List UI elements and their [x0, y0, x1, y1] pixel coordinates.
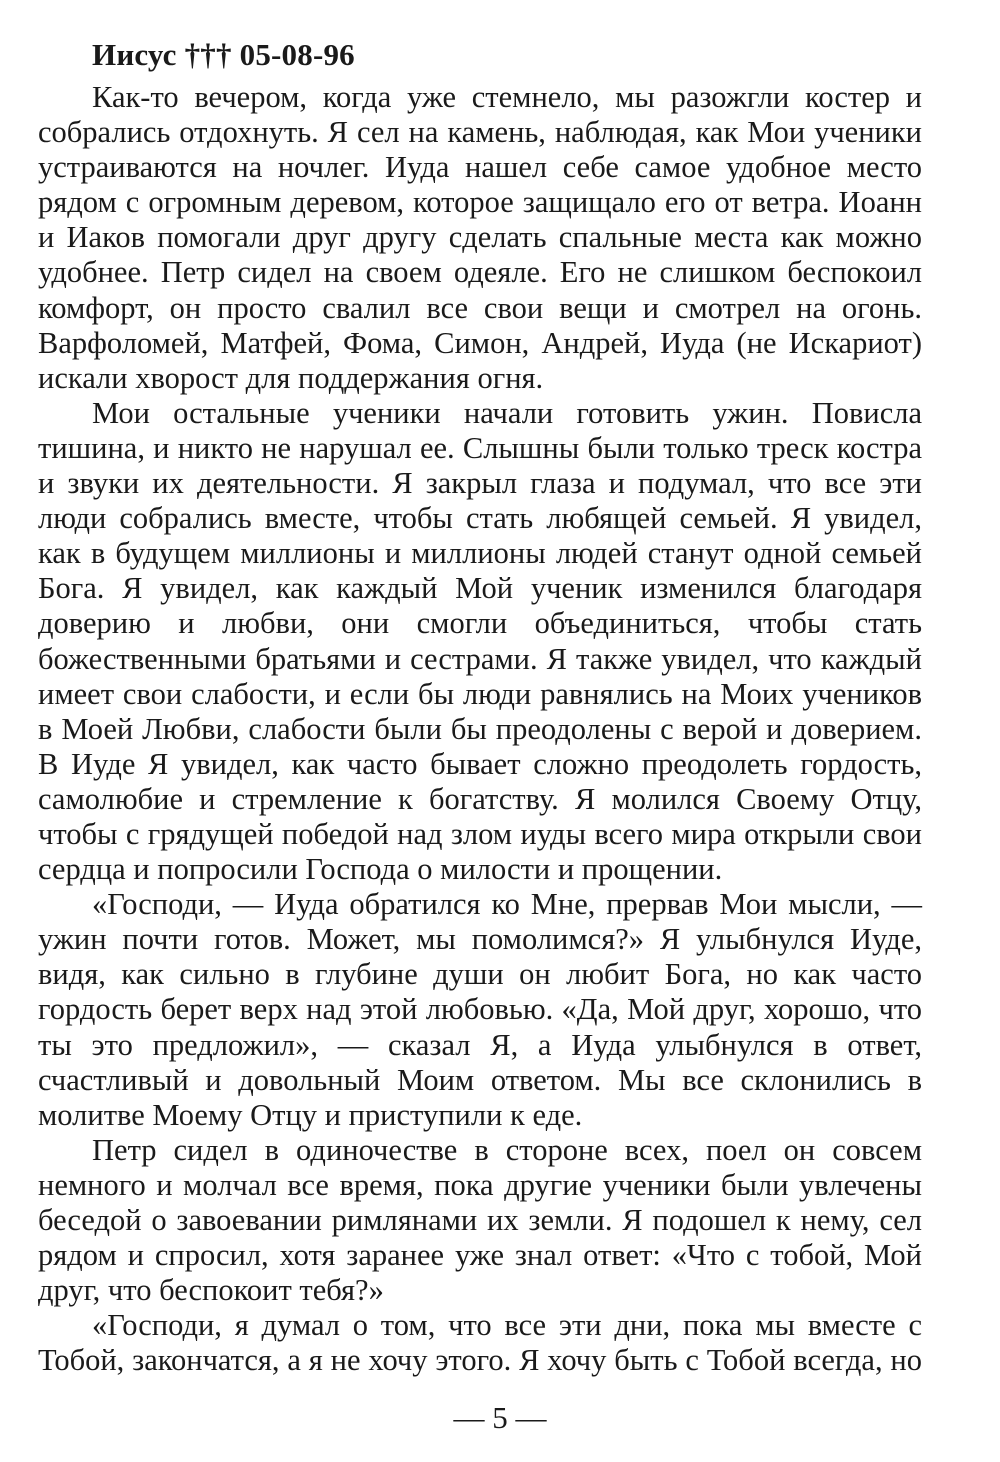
paragraph-4: Петр сидел в одиночестве в стороне всех, поел он совсем немного и молчал все время, пока другие ученики были увлечены беседой о завоевании римлянами их земли. Я подошел к нему, сел рядом и спросил, хотя заранее уже знал ответ: «Что с тобой, Мой друг, что беспокоит тебя?» — [38, 1132, 922, 1308]
page-body — [38, 30, 922, 1378]
section-heading: Иисус ††† 05-08-96 — [92, 37, 355, 72]
paragraph-1: Как-то вечером, когда уже стемнело, мы разожгли костер и собрались отдохнуть. Я сел на камень, наблюдая, как Мои ученики устраиваются на ночлег. Иуда нашел себе самое удобное место рядом с огромным деревом, которое защищало его от ветра. Иоанн и Иаков помогали друг другу сделать спальные места как можно удобнее. Петр сидел на своем одеяле. Его не слишком беспокоил комфорт, он просто свалил все свои вещи и смотрел на огонь. Варфоломей, Матфей, Фома, Симон, Андрей, Иуда (не Искариот) искали хворост для поддержания огня. — [38, 80, 922, 395]
page-number: — 5 — — [453, 1400, 547, 1435]
paragraph-5: «Господи, я думал о том, что все эти дни, пока мы вместе с Тобой, закончатся, а я не хочу этого. Я хочу быть с Тобой всегда, но — [38, 1308, 922, 1378]
paragraph-3: «Господи, — Иуда обратился ко Мне, прервав Мои мысли, — ужин почти готов. Может, мы помолимся?» Я улыбнулся Иуде, видя, как сильно в глубине души он любит Бога, но как часто гордость берет верх над этой любовью. «Да, Мой друг, хорошо, что ты это предложил», — сказал Я, а Иуда улыбнулся в ответ, счастливый и довольный Моим ответом. Мы все склонились в молитве Моему Отцу и приступили к еде. — [38, 887, 922, 1132]
paragraph-2: Мои остальные ученики начали готовить ужин. Повисла тишина, и никто не нарушал ее. Слышны были только треск костра и звуки их деятельности. Я закрыл глаза и подумал, что все эти люди собрались вместе, чтобы стать любящей семьей. Я увидел, как в будущем миллионы и миллионы людей станут одной семьей Бога. Я увидел, как каждый Мой ученик изменился благодаря доверию и любви, они смогли объединиться, чтобы стать божественными братьями и сестрами. Я также увидел, что каждый имеет свои слабости, и если бы люди равнялись на Моих учеников в Моей Любви, слабости были бы преодолены с верой и доверием. В Иуде Я увидел, как часто бывает сложно преодолеть гордость, самолюбие и стремление к богатству. Я молился Своему Отцу, чтобы с грядущей победой над злом иуды всего мира открыли свои сердца и попросили Господа о милости и прощении. — [38, 395, 922, 887]
